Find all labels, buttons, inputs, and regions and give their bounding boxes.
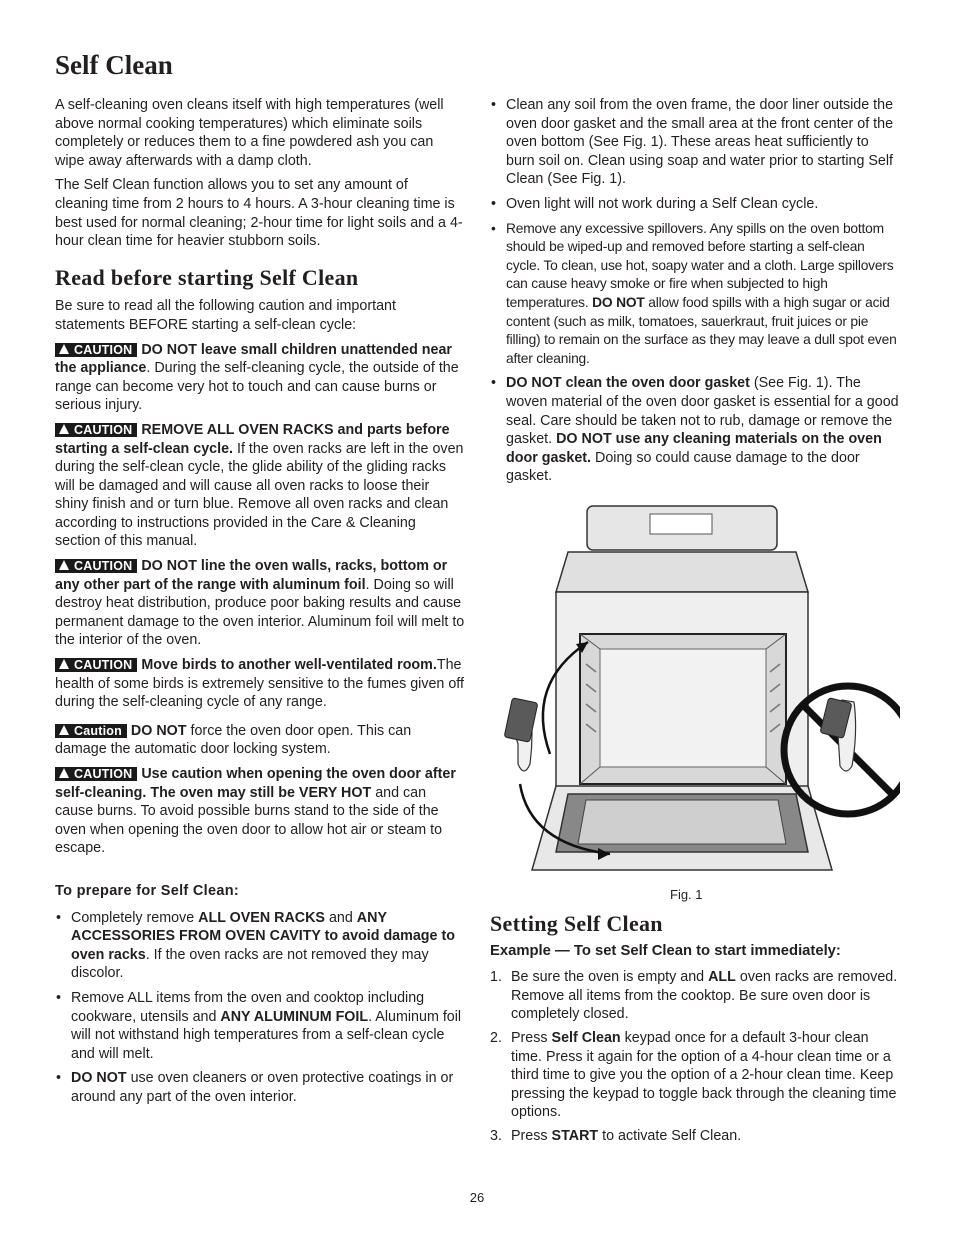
cooktop [556, 552, 808, 592]
oven-figure [490, 504, 900, 904]
list-item: • Clean any soil from the oven frame, the door liner outside the oven door gasket and the small area at the front center of the oven bottom (See Fig. 1). These areas heat sufficiently to burn soil on. Clean using soap and water prior to starting Self Clean (See Fig. 1). [490, 96, 900, 189]
page-title: Self Clean [55, 50, 173, 80]
list-item: • Oven light will not work during a Self Clean cycle. [490, 195, 900, 214]
caution-item: CAUTION Use caution when opening the oven door after self-cleaning. The oven may still be VERY HOT and can cause burns. To avoid possible burns stand to the side of the oven when opening the oven door to allow hot air or steam to escape. [55, 766, 456, 857]
figure-caption: Fig. 1 [670, 887, 703, 902]
warning-triangle-icon [59, 725, 69, 735]
caution-item: CAUTION DO NOT line the oven walls, racks, bottom or any other part of the range with aluminum foil. Doing so will destroy heat distribution, produce poor baking results and cause permanent damage to the oven interior. Aluminum foil will melt to the interior of the oven. [55, 558, 465, 649]
list-item: 3. Press START to activate Self Clean. [490, 1127, 742, 1144]
intro-paragraph: The Self Clean function allows you to set any amount of cleaning time from 2 hours to 4 hours. A 3-hour cleaning time is best used for normal cleaning; 2-hour time for light soils and a 4-hour clean time for heavier stubborn soils. [55, 177, 463, 250]
display-window [650, 514, 712, 534]
setting-heading: Setting Self Clean [490, 911, 663, 936]
left-column [55, 96, 465, 1113]
caution-badge: CAUTION [55, 658, 137, 672]
caution-badge: CAUTION [55, 343, 137, 357]
caution-badge: CAUTION [55, 559, 137, 573]
prepare-list [55, 909, 465, 1107]
warning-triangle-icon [59, 424, 69, 434]
list-item: 1. Be sure the oven is empty and ALL oven racks are removed. Remove all items from the cooktop. Be sure oven door is completely closed. [490, 969, 898, 1023]
page-number: 26 [469, 1190, 485, 1205]
warning-triangle-icon [59, 560, 69, 570]
list-item: • DO NOT use oven cleaners or oven protective coatings in or around any part of the oven interior. [55, 1069, 465, 1106]
list-item: • Remove any excessive spillovers. Any spills on the oven bottom should be wiped-up and removed before starting a self-clean cycle. To clean, use hot, soapy water and a cloth. Large spillovers can cause heavy smoke or fire when subjected to high temperatures. DO NOT allow food spills with a high sugar or acid content (such as milk, tomatoes, sauerkraut, fruit juices or pie filling) to remain on the surface as they may leave a dull spot even after cleaning. [490, 220, 900, 369]
read-before-heading: Read before starting Self Clean [55, 264, 359, 290]
caution-item: CAUTION REMOVE ALL OVEN RACKS and parts before starting a self-clean cycle. If the oven racks are left in the oven during the self-clean cycle, the glide ability of the gliding racks will be damaged and will cause all oven racks to loose their shiny finish and or turn blue. Remove all oven racks and clean according to instructions provided in the Care & Cleaning section of this manual. [55, 421, 464, 550]
oven-back-wall [600, 649, 766, 767]
cleaning-notes-list [490, 96, 900, 486]
door-window [578, 800, 786, 844]
read-before-intro: Be sure to read all the following caution and important statements BEFORE starting a self-clean cycle: [55, 298, 396, 333]
setting-steps [490, 968, 900, 1145]
caution-badge: CAUTION [55, 423, 137, 437]
caution-badge: Caution [55, 724, 127, 738]
warning-triangle-icon [59, 768, 69, 778]
warning-triangle-icon [59, 344, 69, 354]
oven-illustration [490, 504, 900, 884]
setting-self-clean-section [490, 911, 900, 1151]
list-item: • Remove ALL items from the oven and cooktop including cookware, utensils and ANY ALUMINUM FOIL. Aluminum foil will not withstand high temperatures from a self-clean cycle and will melt. [55, 989, 465, 1063]
right-column [490, 96, 900, 492]
caution-item: CAUTION Move birds to another well-ventilated room.The health of some birds is extremely sensitive to the fumes given off during the self-cleaning cycle of any range. [55, 657, 464, 711]
caution-badge: CAUTION [55, 767, 137, 781]
setting-subheading: Example — To set Self Clean to start immediately: [490, 942, 841, 959]
prepare-heading: To prepare for Self Clean: [55, 882, 239, 899]
list-item: • Completely remove ALL OVEN RACKS and ANY ACCESSORIES FROM OVEN CAVITY to avoid damage to oven racks. If the oven racks are not removed they may discolor. [55, 909, 465, 983]
list-item: • DO NOT clean the oven door gasket (See Fig. 1). The woven material of the oven door gasket is essential for a good seal. Care should be taken not to rub, damage or remove the gasket. DO NOT use any cleaning materials on the oven door gasket. Doing so could cause damage to the door gasket. [490, 374, 900, 486]
list-item: 2. Press Self Clean keypad once for a default 3-hour clean time. Press it again for the option of a 4-hour clean time or a third time to give you the option of a 2-hour clean time. Keep pressing the keypad to toggle back through the cleaning time options. [490, 1029, 897, 1121]
intro-paragraph: A self-cleaning oven cleans itself with high temperatures (well above normal cooking temperatures) which eliminate soils completely or reduces them to a fine powdered ash you can wipe away afterwards with a damp cloth. [55, 97, 444, 169]
caution-item: Caution DO NOT force the oven door open. This can damage the automatic door locking system. [55, 722, 412, 758]
caution-item: CAUTION DO NOT leave small children unattended near the appliance. During the self-cleaning cycle, the outside of the range can become very hot to touch and can cause burns or serious injury. [55, 341, 459, 414]
warning-triangle-icon [59, 659, 69, 669]
hand-with-cloth-left [504, 698, 538, 771]
